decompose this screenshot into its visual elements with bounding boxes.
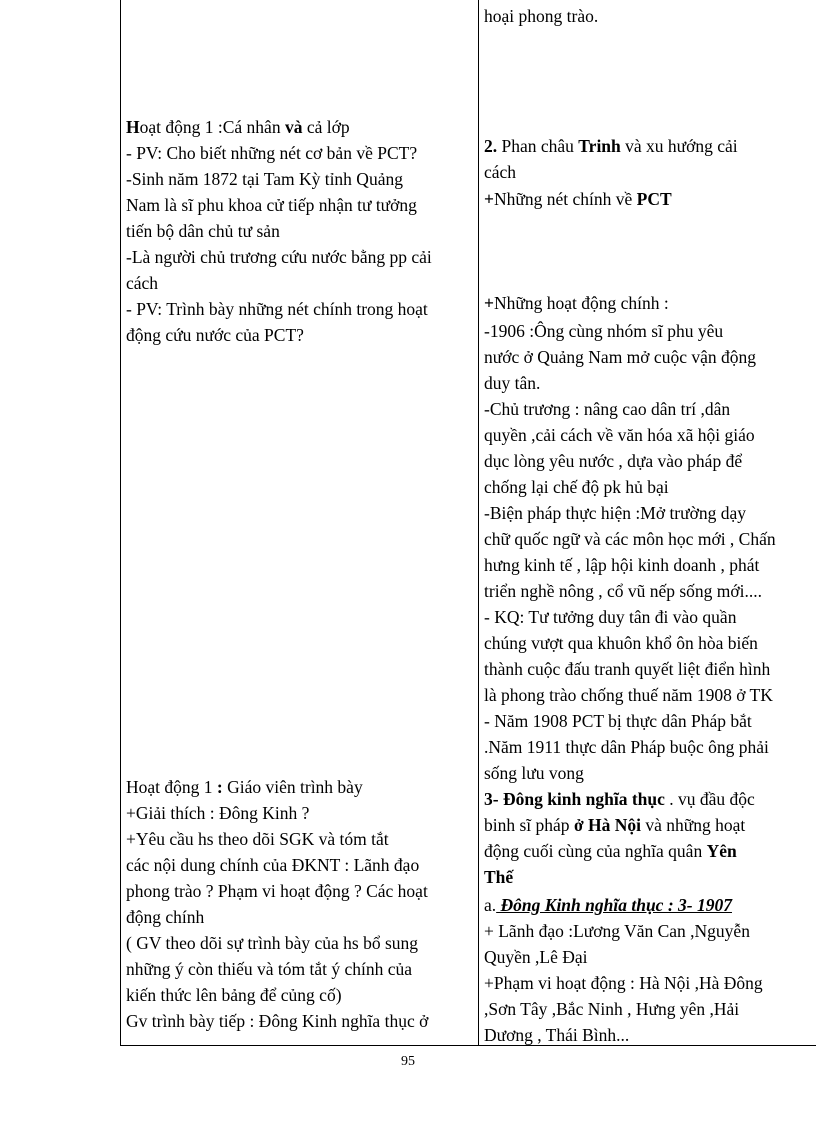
right-line: -1906 :Ông cùng nhóm sĩ phu yêu [484,321,724,341]
left-line: động chính [126,907,205,927]
section-3-heading-cont: Thế [484,867,514,887]
activity-1b-heading: Hoạt động 1 : Giáo viên trình bày [126,777,363,797]
section-2-heading: 2. Phan châu Trinh và xu hướng cải [484,136,738,156]
pct-subheading: +Những nét chính về PCT [484,189,672,209]
left-line: +Giải thích : Đông Kinh ? [126,803,310,823]
right-line: -Chủ trương : nâng cao dân trí ,dân [484,399,731,419]
right-line: chữ quốc ngữ và các môn học mới , Chấn [484,529,776,549]
right-line: Dương , Thái Bình... [484,1025,630,1045]
right-line: chống lại chế độ pk hủ bại [484,477,669,497]
right-line: Quyền ,Lê Đại [484,947,588,967]
left-line: tiến bộ dân chủ tư sản [126,221,280,241]
right-line: - Năm 1908 PCT bị thực dân Pháp bắt [484,711,752,731]
left-line: những ý còn thiếu và tóm tắt ý chính của [126,959,413,979]
right-line: .Năm 1911 thực dân Pháp buộc ông phải [484,737,769,757]
right-line: thành cuộc đấu tranh quyết liệt điển hình [484,659,771,679]
right-line: chúng vượt qua khuôn khổ ôn hòa biến [484,633,758,653]
right-line: - KQ: Tư tưởng duy tân đi vào quần [484,607,737,627]
left-line: kiến thức lên bảng để củng cố) [126,985,342,1005]
right-line: triển nghề nông , cổ vũ nếp sống mới.... [484,581,763,601]
right-line: là phong trào chống thuế năm 1908 ở TK [484,685,773,705]
subsection-a-title: a. Đông Kinh nghĩa thục : 3- 1907 [484,895,732,915]
left-line: Nam là sĩ phu khoa cử tiếp nhận tư tưởng [126,195,417,215]
section-3-heading: 3- Đông kinh nghĩa thục . vụ đầu độc [484,789,755,809]
activities-heading: +Những hoạt động chính : [484,293,669,313]
left-line: - PV: Trình bày những nét chính trong hoạt [126,299,428,319]
section-2-heading-cont: cách [484,162,517,182]
left-line: các nội dung chính của ĐKNT : Lãnh đạo [126,855,420,875]
left-line: Gv trình bày tiếp : Đông Kinh nghĩa thục ở [126,1011,429,1031]
left-line: ( GV theo dõi sự trình bày của hs bổ sung [126,933,419,953]
left-line: -Sinh năm 1872 tại Tam Kỳ tỉnh Quảng [126,169,403,189]
left-line: +Yêu cầu hs theo dõi SGK và tóm tắt [126,829,389,849]
left-line: động cứu nước của PCT? [126,325,304,345]
right-line: + Lãnh đạo :Lương Văn Can ,Nguyễn [484,921,750,941]
right-line: duy tân. [484,373,541,393]
left-line: cách [126,273,159,293]
right-line: quyền ,cải cách về văn hóa xã hội giáo [484,425,755,445]
right-line: nước ở Quảng Nam mở cuộc vận động [484,347,756,367]
right-line: +Phạm vi hoạt động : Hà Nội ,Hà Đông [484,973,763,993]
right-line: sống lưu vong [484,763,584,783]
section-3-heading-cont: binh sĩ pháp ở Hà Nội và những hoạt [484,815,746,835]
right-line: hoại phong trào. [484,6,599,26]
left-line: phong trào ? Phạm vi hoạt động ? Các hoạt [126,881,428,901]
page-number: 95 [401,1054,415,1069]
right-line: ,Sơn Tây ,Bắc Ninh , Hưng yên ,Hải [484,999,740,1019]
left-line: - PV: Cho biết những nét cơ bản về PCT? [126,143,418,163]
left-line: -Là người chủ trương cứu nước bằng pp cải [126,247,432,267]
right-line: -Biện pháp thực hiện :Mở trường dạy [484,503,747,523]
right-line: dục lòng yêu nước , dựa vào pháp để [484,451,743,471]
right-line: hưng kinh tế , lập hội kinh doanh , phát [484,555,760,575]
column-divider [478,0,479,1046]
activity-1-heading: Hoạt động 1 :Cá nhân và cả lớp [126,117,350,137]
section-3-heading-cont: động cuối cùng của nghĩa quân Yên [484,841,737,861]
